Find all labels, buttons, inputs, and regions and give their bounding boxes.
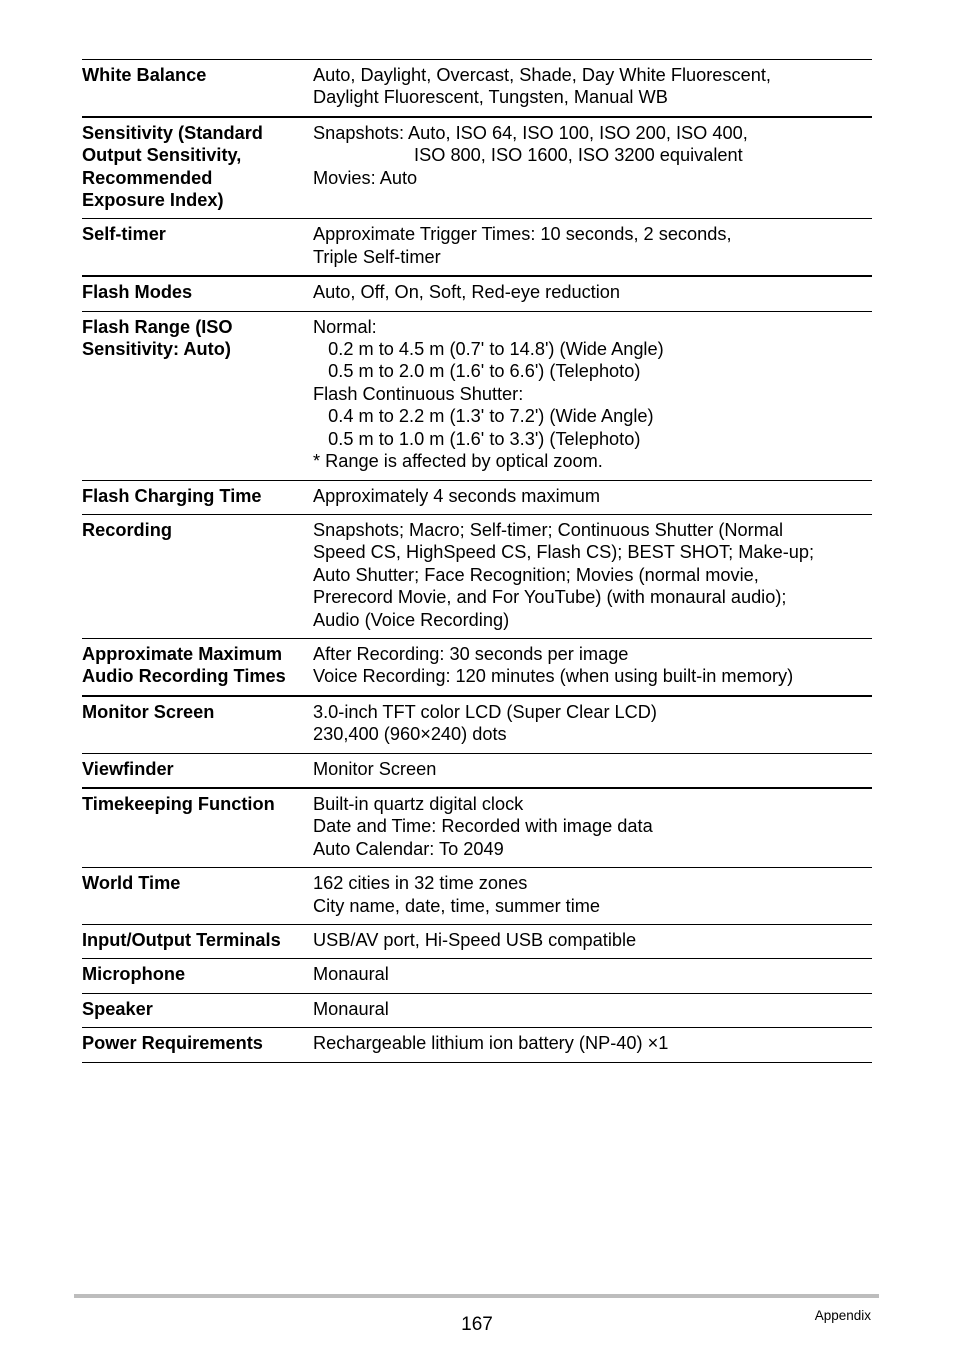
spec-value-line: Approximate Trigger Times: 10 seconds, 2 seconds, [313,224,732,245]
spec-value-line: Monitor Screen [313,758,437,779]
spec-value [313,64,872,109]
spec-value [313,872,872,917]
spec-value-line: Prerecord Movie, and For YouTube) (with monaural audio); [313,587,787,608]
spec-label: Self-timer [82,224,166,245]
spec-value-line: 230,400 (960×240) dots [313,724,507,745]
spec-label: Recording [82,519,172,540]
spec-row [82,868,872,925]
spec-value-line: 0.2 m to 4.5 m (0.7' to 14.8') (Wide Angle) [313,339,664,360]
spec-row [82,219,872,277]
spec-row [82,639,872,697]
spec-label: Monitor Screen [82,701,215,722]
spec-value [313,758,872,780]
spec-value [313,316,872,473]
spec-label: Sensitivity (Standard Output Sensitivity, Recommended Exposure Index) [82,122,263,211]
spec-value-line: Auto Shutter; Face Recognition; Movies (normal movie, [313,564,759,585]
spec-value-line: USB/AV port, Hi-Speed USB compatible [313,930,637,950]
spec-value-line: Built-in quartz digital clock [313,793,524,814]
spec-value-line: After Recording: 30 seconds per image [313,643,629,664]
spec-row [82,697,872,754]
spec-value-line: Auto, Off, On, Soft, Red-eye reduction [313,282,620,303]
spec-value [313,281,872,303]
spec-label: Flash Modes [82,282,193,303]
spec-row [82,754,872,789]
spec-label: World Time [82,873,181,894]
spec-label: Flash Charging Time [82,485,262,506]
spec-value-line: Monaural [313,964,389,985]
spec-row [82,277,872,311]
spec-value [313,519,872,631]
spec-value-line: Monaural [313,998,389,1019]
spec-label: Power Requirements [82,1033,263,1054]
spec-value-line: 0.4 m to 2.2 m (1.3' to 7.2') (Wide Angle) [313,406,654,427]
spec-value-line: Daylight Fluorescent, Tungsten, Manual WB [313,87,668,108]
spec-label: White Balance [82,65,207,85]
spec-value [313,701,872,746]
spec-label: Input/Output Terminals [82,930,281,950]
footer-rule [74,1294,879,1298]
spec-value-line: City name, date, time, summer time [313,895,601,916]
section-name: Appendix [814,1308,871,1323]
spec-value-line: Flash Continuous Shutter: [313,383,524,404]
spec-value-line: Auto, Daylight, Overcast, Shade, Day White Fluorescent, [313,65,771,85]
specifications-table [82,59,872,1063]
spec-row [82,1028,872,1062]
spec-value [313,929,872,951]
spec-value [313,793,872,860]
spec-label: Approximate Maximum Audio Recording Times [82,643,286,687]
spec-value [313,643,872,688]
spec-value-line: Normal: [313,316,377,337]
spec-label: Timekeeping Function [82,793,275,814]
spec-row [82,515,872,639]
spec-label: Speaker [82,998,153,1019]
spec-value [313,485,872,507]
spec-value-line: Movies: Auto [313,167,418,188]
spec-value-line: Rechargeable lithium ion battery (NP-40) ×1 [313,1033,669,1054]
spec-value [313,122,872,212]
spec-value-line: Voice Recording: 120 minutes (when using built-in memory) [313,666,794,687]
spec-value-line: ISO 800, ISO 1600, ISO 3200 equivalent [313,145,743,166]
spec-value-line: Approximately 4 seconds maximum [313,485,601,506]
spec-value-line: 0.5 m to 2.0 m (1.6' to 6.6') (Telephoto) [313,361,641,382]
spec-value-line: Triple Self-timer [313,246,441,267]
spec-value-line: Speed CS, HighSpeed CS, Flash CS); BEST SHOT; Make-up; [313,542,815,563]
spec-row [82,118,872,220]
spec-value [313,998,872,1020]
spec-value-line: Snapshots: Auto, ISO 64, ISO 100, ISO 200, ISO 400, [313,122,748,143]
spec-value-line: 3.0-inch TFT color LCD (Super Clear LCD) [313,701,657,722]
spec-label: Microphone [82,964,186,985]
spec-label: Viewfinder [82,758,174,779]
spec-row [82,925,872,959]
spec-value [313,963,872,985]
spec-row [82,60,872,118]
spec-row [82,312,872,481]
spec-value-line: 162 cities in 32 time zones [313,873,528,894]
spec-row [82,994,872,1028]
spec-value-line: Snapshots; Macro; Self-timer; Continuous Shutter (Normal [313,519,784,540]
spec-row [82,789,872,868]
spec-value-line: Date and Time: Recorded with image data [313,816,653,837]
spec-row [82,481,872,515]
spec-value-line: 0.5 m to 1.0 m (1.6' to 3.3') (Telephoto) [313,428,641,449]
spec-value [313,223,872,268]
spec-value-line: Audio (Voice Recording) [313,609,510,630]
spec-row [82,959,872,993]
spec-value [313,1032,872,1054]
spec-value-line: * Range is affected by optical zoom. [313,451,603,472]
page-number: 167 [461,1314,493,1335]
spec-value-line: Auto Calendar: To 2049 [313,838,504,859]
spec-label: Flash Range (ISO Sensitivity: Auto) [82,316,233,360]
